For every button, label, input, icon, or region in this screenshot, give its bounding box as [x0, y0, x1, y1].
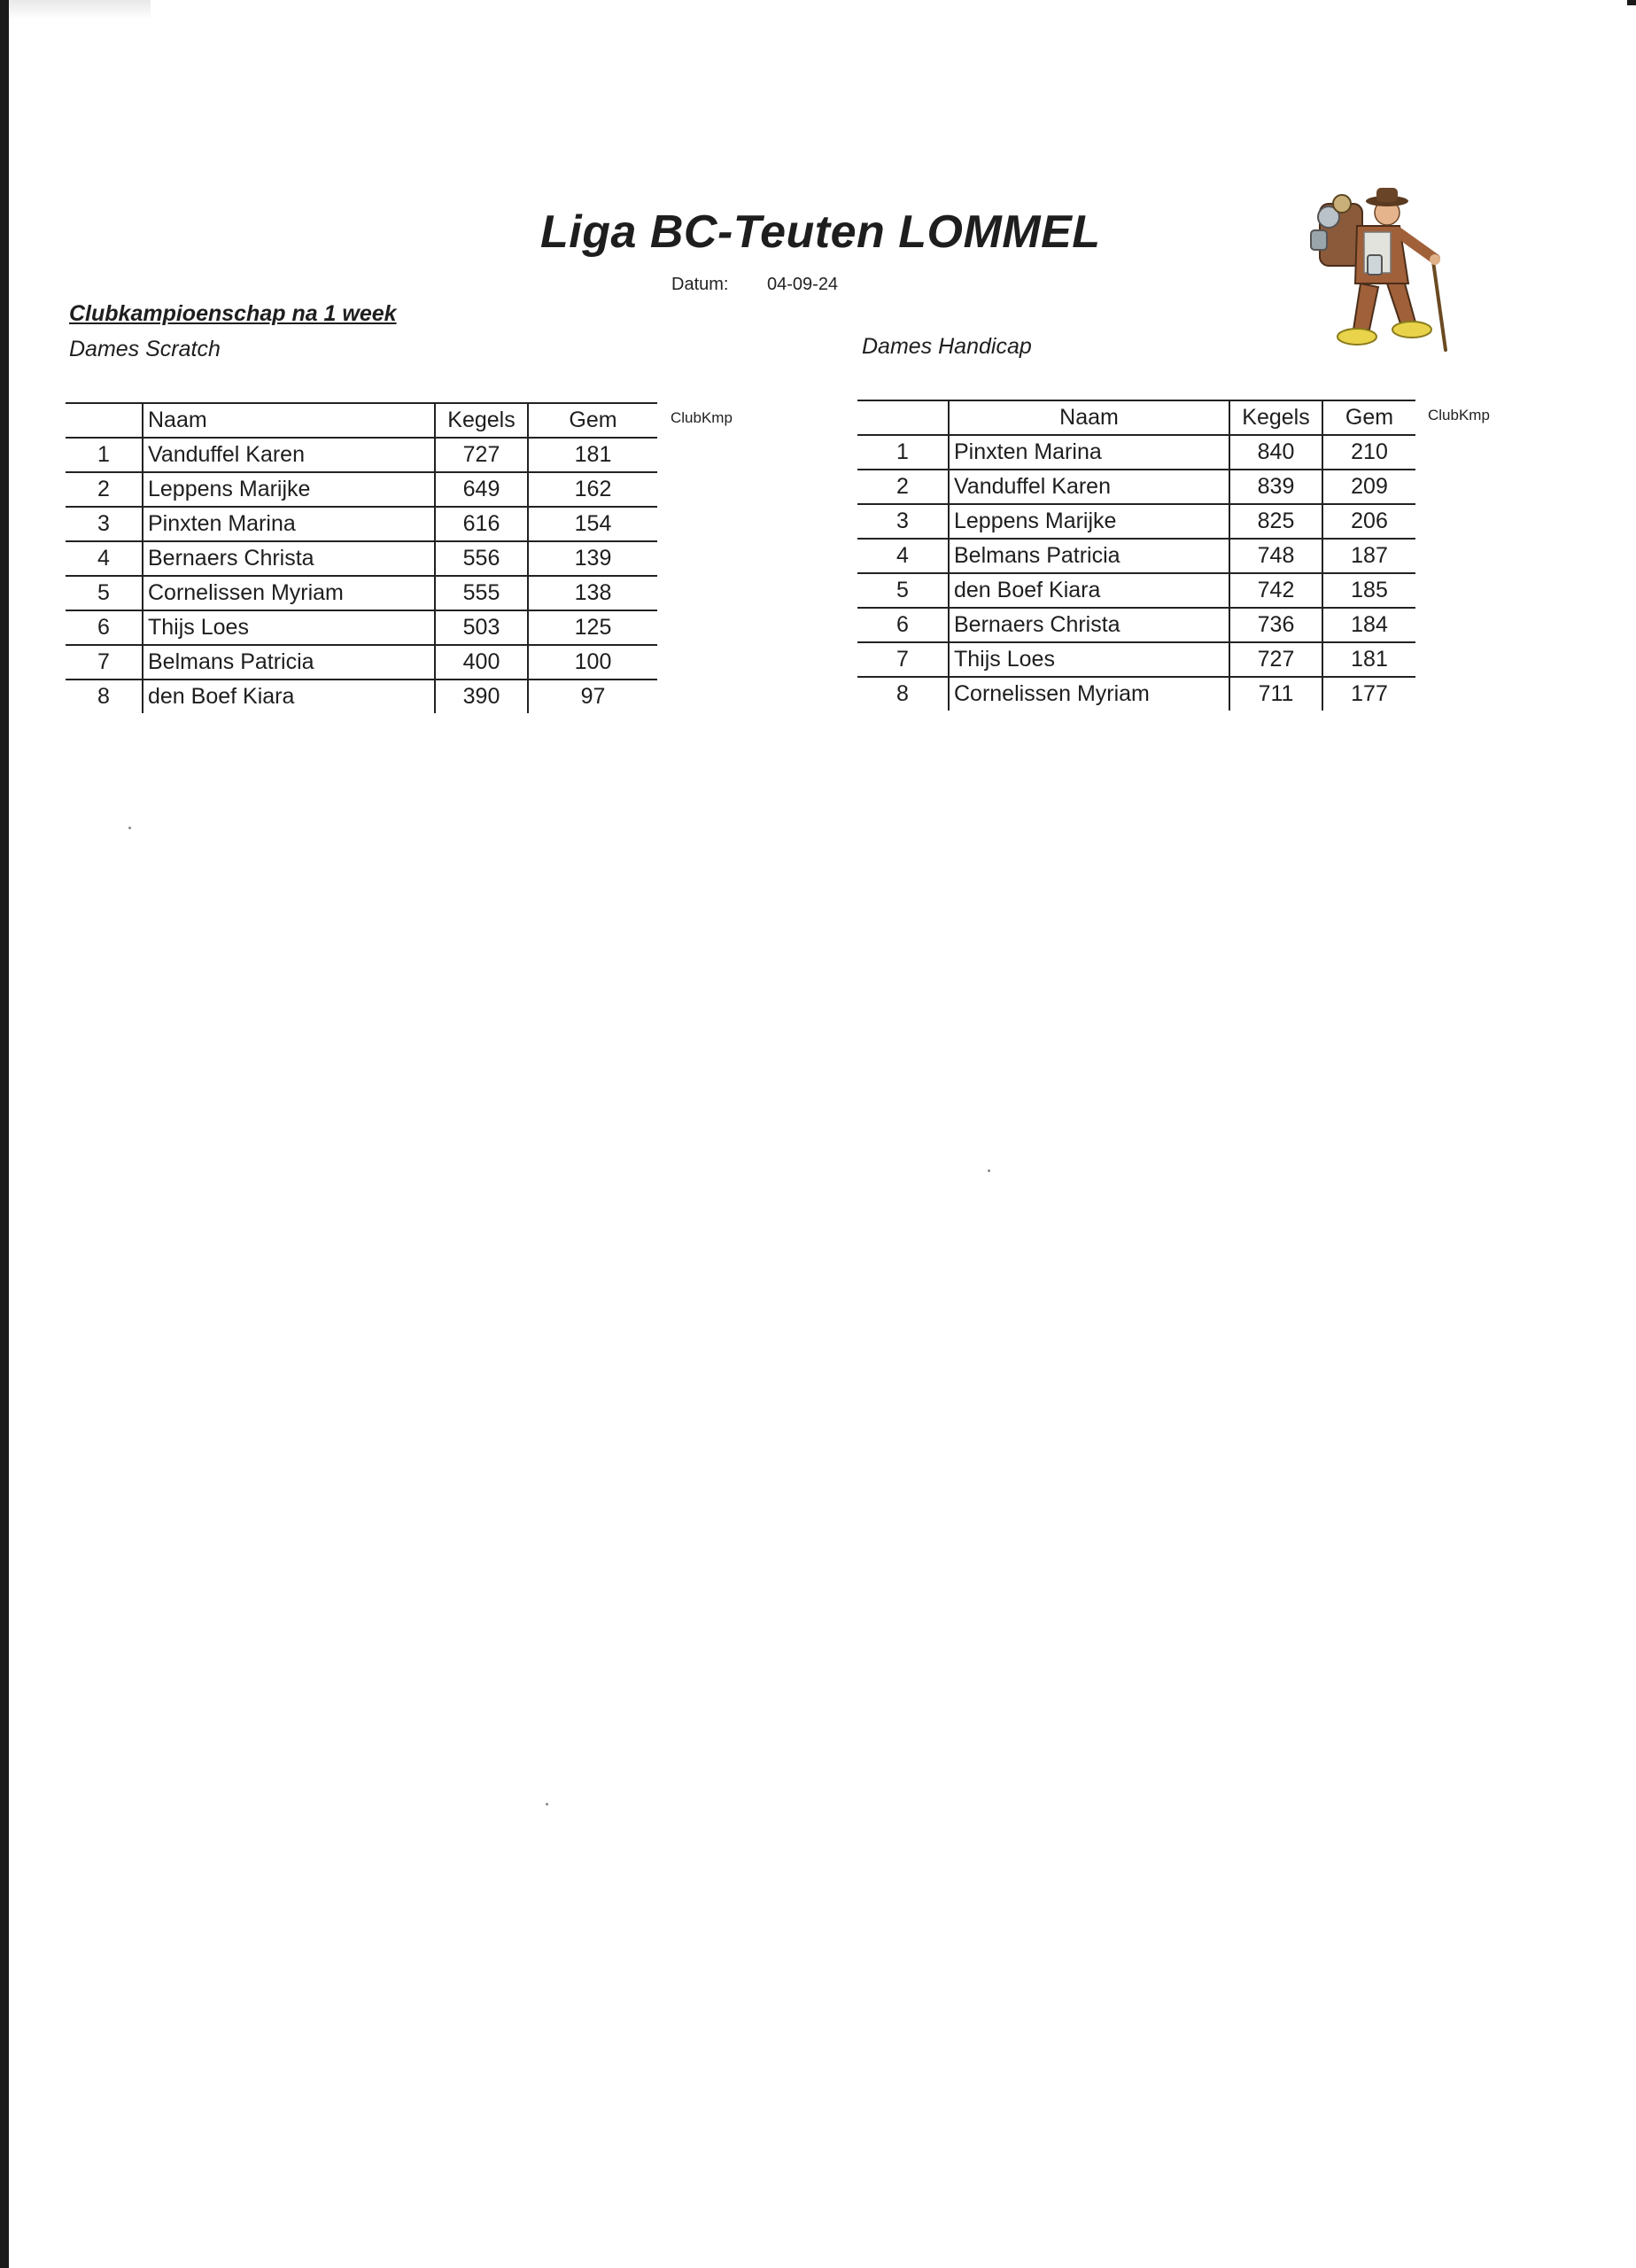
scan-speck	[128, 827, 131, 829]
cell-gem: 187	[1322, 539, 1415, 573]
cell-gem: 138	[528, 576, 657, 610]
cell-kegels: 556	[435, 541, 528, 576]
scratch-table	[66, 402, 657, 713]
table-row	[857, 573, 1415, 608]
cell-pos: 6	[857, 608, 949, 642]
cell-kegels: 839	[1229, 470, 1322, 504]
table-row	[66, 576, 657, 610]
cell-kegels: 742	[1229, 573, 1322, 608]
subtitle: Clubkampioenschap na 1 week	[69, 301, 397, 326]
cell-kegels: 825	[1229, 504, 1322, 539]
table-row	[857, 677, 1415, 711]
cell-pos: 3	[66, 507, 143, 541]
cell-kegels: 555	[435, 576, 528, 610]
cell-kegels: 840	[1229, 435, 1322, 470]
cell-gem: 181	[1322, 642, 1415, 677]
cell-naam: den Boef Kiara	[143, 680, 435, 713]
cell-naam: Vanduffel Karen	[949, 470, 1229, 504]
cell-pos: 4	[857, 539, 949, 573]
cell-pos: 6	[66, 610, 143, 645]
table-row	[66, 610, 657, 645]
handicap-table	[857, 400, 1415, 711]
header-naam: Naam	[143, 403, 435, 438]
table-row	[66, 541, 657, 576]
table-row	[66, 438, 657, 472]
cell-gem: 97	[528, 680, 657, 713]
cell-naam: Cornelissen Myriam	[143, 576, 435, 610]
cell-pos: 8	[896, 681, 909, 706]
table-row	[66, 472, 657, 507]
datum-value: 04-09-24	[767, 275, 839, 294]
table-row	[857, 504, 1415, 539]
teut-peddler-icon	[1302, 177, 1462, 354]
cell-gem: 206	[1322, 504, 1415, 539]
header-kegels: Kegels	[1229, 400, 1322, 435]
header-pos	[66, 403, 143, 438]
scan-edge-left	[0, 0, 9, 2268]
cell-gem: 162	[528, 472, 657, 507]
cell-pos: 4	[66, 541, 143, 576]
cell-pos: 7	[857, 642, 949, 677]
cell-kegels: 736	[1229, 608, 1322, 642]
cell-pos: 5	[66, 576, 143, 610]
cell-gem: 125	[528, 610, 657, 645]
cell-naam: Pinxten Marina	[949, 435, 1229, 470]
table-row	[857, 470, 1415, 504]
cell-pos: 1	[857, 435, 949, 470]
table-row	[66, 645, 657, 680]
cell-naam: Bernaers Christa	[143, 541, 435, 576]
cell-kegels: 400	[435, 645, 528, 680]
cell-gem: 210	[1322, 435, 1415, 470]
cell-gem: 185	[1322, 573, 1415, 608]
cell-naam: Belmans Patricia	[949, 539, 1229, 573]
scan-speck	[546, 1803, 548, 1806]
scan-speck	[988, 1169, 990, 1172]
cell-kegels: 649	[435, 472, 528, 507]
clubkmp-header-scratch: ClubKmp	[671, 409, 733, 426]
cell-gem: 177	[1322, 677, 1415, 711]
datum-label: Datum:	[671, 275, 729, 294]
section-label-scratch: Dames Scratch	[69, 337, 221, 361]
header-naam: Naam	[949, 400, 1229, 435]
scan-edge-top	[1627, 0, 1636, 5]
cell-gem: 154	[528, 507, 657, 541]
cell-gem: 181	[528, 438, 657, 472]
page-title: Liga BC-Teuten LOMMEL	[540, 206, 1101, 258]
clubkmp-header-handicap: ClubKmp	[1428, 407, 1490, 423]
cell-kegels: 727	[435, 438, 528, 472]
cell-gem: 184	[1322, 608, 1415, 642]
cell-naam: Leppens Marijke	[949, 504, 1229, 539]
cell-kegels: 616	[435, 507, 528, 541]
cell-gem: 209	[1322, 470, 1415, 504]
cell-naam: Thijs Loes	[949, 642, 1229, 677]
cell-pos: 7	[66, 645, 143, 680]
cell-naam: Belmans Patricia	[143, 645, 435, 680]
cell-naam: Cornelissen Myriam	[949, 677, 1229, 711]
cell-naam: Vanduffel Karen	[143, 438, 435, 472]
cell-kegels: 727	[1229, 642, 1322, 677]
cell-naam: Leppens Marijke	[143, 472, 435, 507]
cell-gem: 139	[528, 541, 657, 576]
cell-naam: Pinxten Marina	[143, 507, 435, 541]
cell-kegels: 503	[435, 610, 528, 645]
table-header-row	[857, 400, 1415, 435]
cell-pos: 3	[857, 504, 949, 539]
cell-pos: 2	[857, 470, 949, 504]
scan-corner-shade	[9, 0, 151, 19]
table-row	[66, 680, 657, 713]
table-row	[857, 539, 1415, 573]
cell-naam: den Boef Kiara	[949, 573, 1229, 608]
header-pos	[857, 400, 949, 435]
cell-kegels: 711	[1229, 677, 1322, 711]
header-gem: Gem	[528, 403, 657, 438]
table-row	[66, 507, 657, 541]
cell-naam: Bernaers Christa	[949, 608, 1229, 642]
cell-pos: 5	[857, 573, 949, 608]
table-row	[857, 608, 1415, 642]
cell-pos: 1	[66, 438, 143, 472]
cell-naam: Thijs Loes	[143, 610, 435, 645]
cell-pos: 2	[66, 472, 143, 507]
table-row	[857, 435, 1415, 470]
cell-kegels: 748	[1229, 539, 1322, 573]
cell-pos: 8	[97, 684, 110, 709]
header-kegels: Kegels	[435, 403, 528, 438]
table-header-row	[66, 403, 657, 438]
section-label-handicap: Dames Handicap	[862, 334, 1032, 359]
header-gem: Gem	[1322, 400, 1415, 435]
cell-gem: 100	[528, 645, 657, 680]
cell-kegels: 390	[435, 680, 528, 713]
table-row	[857, 642, 1415, 677]
